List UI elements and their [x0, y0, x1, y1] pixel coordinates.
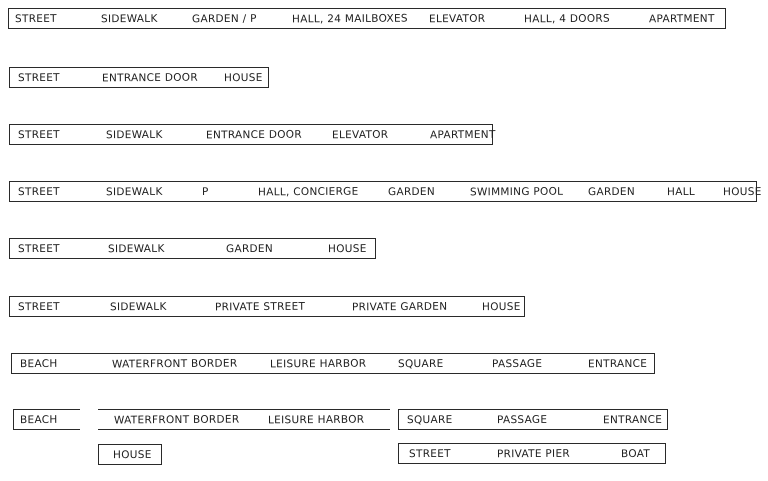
- step-label: HALL: [666, 185, 696, 198]
- step-label: LEISURE HARBOR: [269, 357, 367, 370]
- step-label: SQUARE: [397, 357, 444, 370]
- step-label: HALL, 24 MAILBOXES: [291, 12, 408, 25]
- step-label: SIDEWALK: [100, 12, 158, 25]
- step-label: SIDEWALK: [105, 128, 163, 141]
- step-label: SWIMMING POOL: [469, 185, 564, 198]
- sequence-strip-8b: [98, 409, 390, 430]
- sequence-strip-7: [11, 353, 655, 374]
- step-label: ENTRANCE DOOR: [205, 128, 302, 141]
- step-label: APARTMENT: [429, 128, 496, 141]
- step-label: SIDEWALK: [109, 300, 167, 313]
- step-label: SIDEWALK: [107, 242, 165, 255]
- step-label: ENTRANCE DOOR: [101, 71, 198, 84]
- step-label: BOAT: [620, 447, 651, 460]
- step-label: GARDEN: [225, 242, 274, 255]
- step-label: STREET: [17, 128, 60, 141]
- step-label: ENTRANCE: [602, 413, 663, 426]
- step-label: PRIVATE STREET: [214, 300, 306, 313]
- sequence-strip-3: [9, 124, 496, 145]
- step-label: PASSAGE: [491, 357, 543, 370]
- step-label: PRIVATE GARDEN: [351, 300, 448, 313]
- sequence-strip-5: [9, 238, 376, 259]
- step-label: BEACH: [19, 357, 58, 370]
- step-label: ELEVATOR: [428, 12, 486, 25]
- step-label: HOUSE: [223, 71, 263, 84]
- sequence-strip-9a: [98, 444, 162, 465]
- sequence-strip-8a: [13, 409, 80, 430]
- step-label: WATERFRONT BORDER: [113, 413, 240, 426]
- step-label: LEISURE HARBOR: [267, 413, 365, 426]
- step-label: HOUSE: [327, 242, 367, 255]
- step-label: HALL, 4 DOORS: [523, 12, 610, 25]
- step-label: STREET: [14, 12, 57, 25]
- step-label: PRIVATE PIER: [496, 447, 570, 460]
- sequence-strip-6: [9, 296, 525, 317]
- step-label: GARDEN / P: [191, 12, 257, 25]
- sequence-strip-8c: [398, 409, 668, 430]
- sequence-strip-1: [8, 8, 726, 29]
- step-label: PASSAGE: [496, 413, 548, 426]
- sequence-strip-9b: [398, 443, 666, 464]
- step-label: BEACH: [19, 413, 58, 426]
- sequence-strip-2: [9, 67, 269, 88]
- step-label: ENTRANCE: [587, 357, 648, 370]
- step-label: WATERFRONT BORDER: [111, 357, 238, 370]
- sequence-strip-4: [9, 181, 762, 202]
- step-label: GARDEN: [387, 185, 436, 198]
- step-label: ELEVATOR: [331, 128, 389, 141]
- step-label: HOUSE: [481, 300, 521, 313]
- step-label: SIDEWALK: [105, 185, 163, 198]
- step-label: APARTMENT: [648, 12, 715, 25]
- step-label: STREET: [17, 185, 60, 198]
- step-label: STREET: [408, 447, 451, 460]
- step-label: HALL, CONCIERGE: [257, 185, 359, 198]
- step-label: STREET: [17, 242, 60, 255]
- step-label: P: [201, 185, 209, 198]
- step-label: HOUSE: [112, 448, 152, 461]
- step-label: HOUSE: [722, 185, 762, 198]
- step-label: STREET: [17, 71, 60, 84]
- step-label: GARDEN: [587, 185, 636, 198]
- step-label: STREET: [17, 300, 60, 313]
- step-label: SQUARE: [406, 413, 453, 426]
